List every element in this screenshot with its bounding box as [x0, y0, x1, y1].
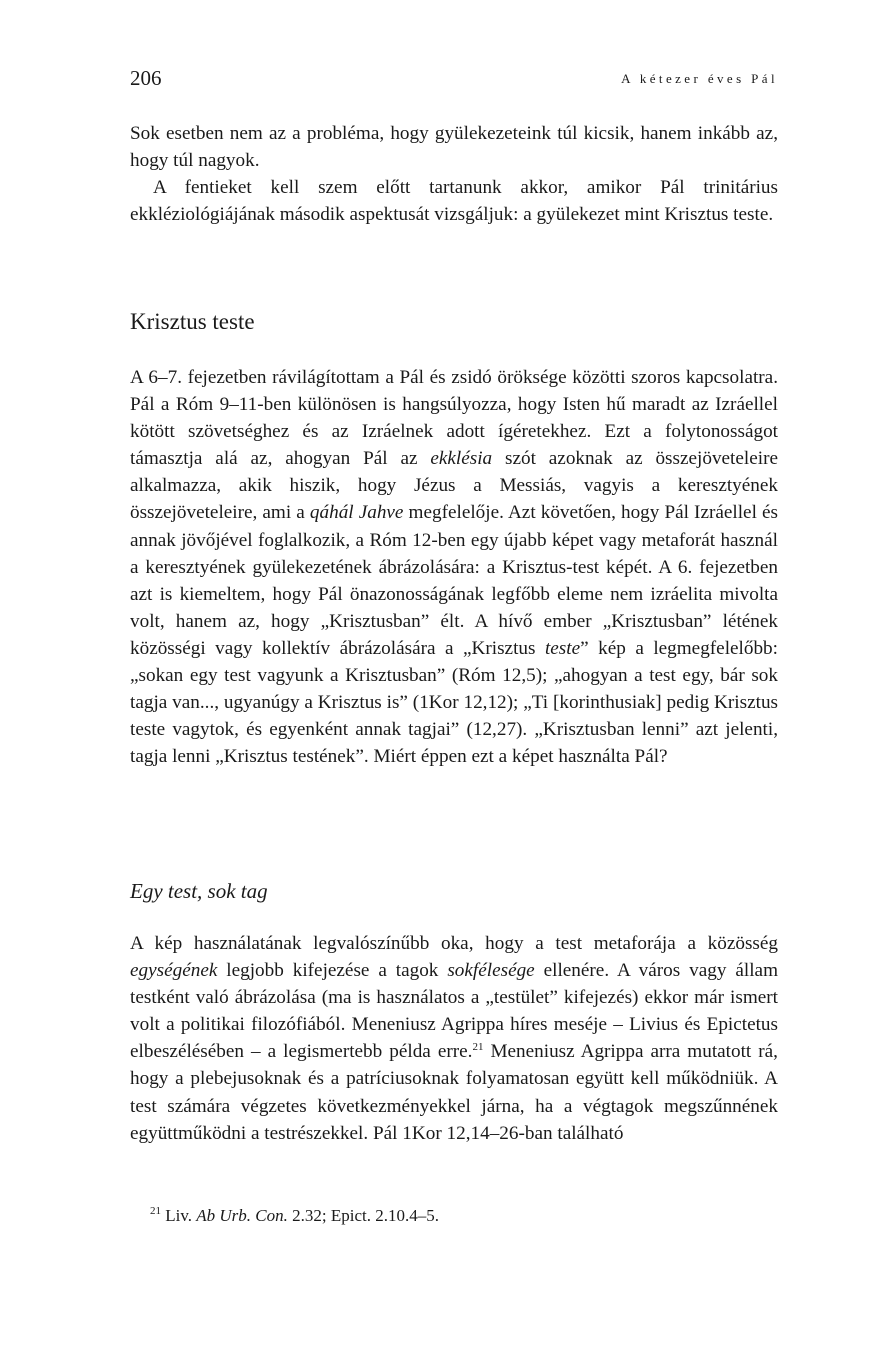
text-run: Meneniusz Agrippa arra mutatott rá, hogy a plebejusoknak és a patríciusoknak folyamatosan együtt kell működniük. A test számára végzetes következményekkel járna, ha a végtagok megszűnnének együttműködni a testrészekkel. Pál 1Kor 12,14–26-ban található — [130, 1041, 778, 1144]
subsection-heading: Egy test, sok tag — [130, 879, 268, 903]
text-run: A 6–7. fejezetben rávilágítottam a Pál és zsidó öröksége közötti szoros kapcsolatra. Pál a Róm 9–11-ben különösen is hangsúlyozza, hogy Isten hű maradt az Izráellel kötött szövetséghez és az Izráelnek adott ígéretekhez. Ezt a folytonosságot támasztja alá az, ahogyan Pál az — [130, 367, 778, 470]
italic-term: egységének — [130, 960, 218, 982]
italic-term: Ab Urb. Con. — [196, 1206, 288, 1225]
text-run: szót azoknak az összejöveteleire alkalmazza, akik hiszik, hogy Jézus a Messiás, vagyis a keresztyének összejöveteleire, ami a — [130, 448, 778, 524]
running-title: A kétezer éves Pál — [621, 71, 778, 86]
footnote — [150, 1204, 439, 1228]
subsection-text — [130, 930, 778, 1147]
subsection-paragraph — [130, 930, 778, 1147]
footnote-reference[interactable]: 21 — [472, 1041, 484, 1054]
section-heading: Krisztus teste — [130, 309, 255, 334]
text-run: 2.32; Epict. 2.10.4–5. — [287, 1206, 439, 1225]
italic-term: qáhál Jahve — [309, 502, 404, 524]
text-run: Liv. — [161, 1206, 197, 1225]
italic-term: sokfélesége — [447, 960, 535, 982]
section-text — [130, 364, 778, 770]
section-paragraph — [130, 364, 778, 770]
text-run: legjobb kifejezése a tagok — [217, 960, 448, 982]
page-number: 206 — [130, 66, 162, 90]
footnote-number: 21 — [150, 1205, 161, 1217]
text-run: A kép használatának legvalószínűbb oka, hogy a test metaforája a közösség — [130, 933, 778, 954]
text-run: megfelelője. Azt követően, hogy Pál Izráellel és annak jövőjével foglalkozik, a Róm 12-ben egy újabb képet vagy metaforát használ a keresztyének gyülekezetének ábrázolására: a Krisztus-test képét. A 6. fejezetben azt is kiemeltem, hogy Pál önazonosságának legfőbb eleme nem izráelita mivolta volt, hanem az, hogy „Krisztusban” élt. A hívő ember „Krisztusban” létének közösségi vagy kollektív ábrázolására a „Krisztus — [130, 502, 778, 659]
intro-paragraph-2: A fentieket kell szem előtt tartanunk akkor, amikor Pál trinitárius ekkléziológiájának második aspektusát vizsgáljuk: a gyülekezet mint Krisztus teste. — [130, 177, 778, 226]
intro-text — [130, 120, 778, 228]
italic-term: ekklésia — [430, 448, 493, 470]
text-run: ” kép a legmegfelelőbb: „sokan egy test vagyunk a Krisztusban” (Róm 12,5); „ahogyan a test egy, bár sok tagja van..., ugyanúgy a Krisztus is” (1Kor 12,12); „Ti [korinthusiak] pedig Krisztus teste vagytok, és egyenként annak tagjai” (12,27). „Krisztusban lenni” azt jelenti, tagja lenni „Krisztus testének”. Miért éppen ezt a képet használta Pál? — [130, 637, 778, 768]
italic-term: teste — [544, 637, 581, 659]
intro-paragraph-1: Sok esetben nem az a probléma, hogy gyülekezeteink túl kicsik, hanem inkább az, hogy túl nagyok. — [130, 123, 778, 172]
text-run: ellenére. A város vagy állam testként való ábrázolása (ma is használatos a „testület” kifejezés) ekkor már ismert volt a politikai filozófiából. Meneniusz Agrippa híres meséje – Livius és Epictetus elbeszélésében – a legismertebb példa erre. — [130, 960, 778, 1063]
